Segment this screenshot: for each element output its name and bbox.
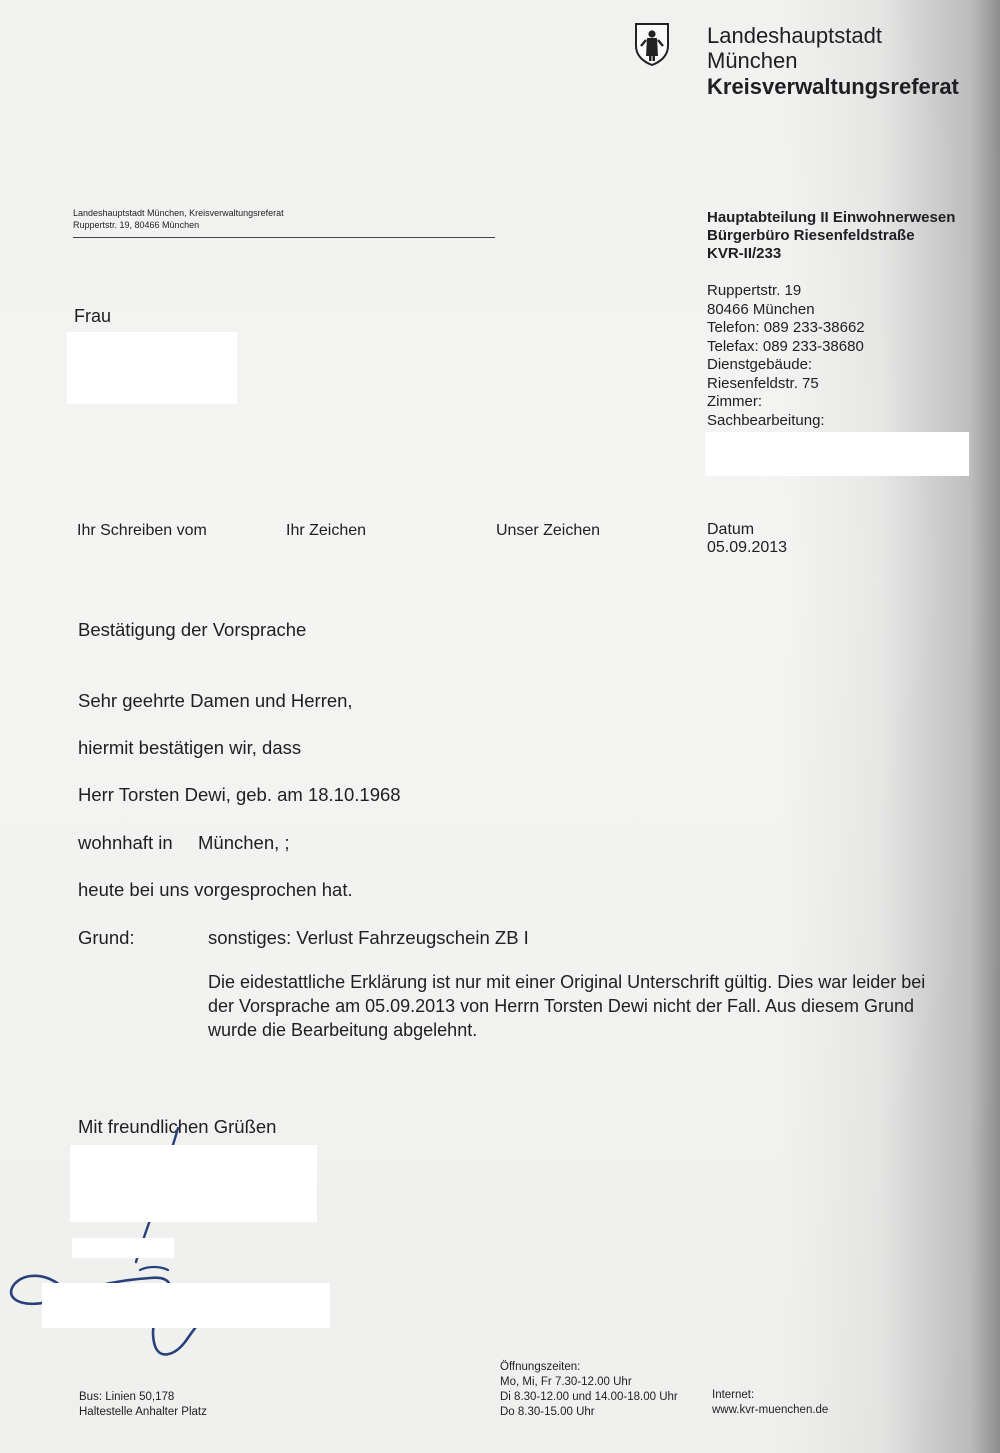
contact-city: 80466 München [707, 300, 815, 318]
contact-clerk-label: Sachbearbeitung: [707, 411, 825, 429]
footer-internet-label: Internet: [712, 1389, 755, 1401]
footer-bus-line: Bus: Linien 50,178 [79, 1391, 175, 1403]
reason-label: Grund: [78, 927, 135, 948]
footer-internet-link[interactable]: www.kvr-muenchen.de [712, 1404, 829, 1416]
footer-hours-line1: Mo, Mi, Fr 7.30-12.00 Uhr [500, 1376, 632, 1388]
department-line3: KVR-II/233 [707, 245, 782, 262]
recipient-salutation: Frau [74, 306, 112, 326]
redaction-recipient-address [67, 332, 237, 404]
redaction-signatory-title [72, 1238, 174, 1258]
contact-building-label: Dienstgebäude: [707, 356, 813, 373]
footer-internet [712, 1388, 828, 1418]
sender-return-address [73, 207, 284, 231]
footer-opening-hours [500, 1360, 678, 1420]
ref-date-label: Datum [707, 521, 755, 538]
body-confirm-line: hiermit bestätigen wir, dass [78, 737, 302, 758]
ref-your-letter-label: Ihr Schreiben vom [77, 522, 207, 539]
body-person-line: Herr Torsten Dewi, geb. am 18.10.1968 [78, 784, 401, 805]
contact-building-value: Riesenfeldstr. 75 [707, 374, 819, 392]
body-residence-label: wohnhaft in [78, 832, 173, 853]
footer-transit-info [79, 1390, 207, 1420]
footer-hours-line3: Do 8.30-15.00 Uhr [500, 1406, 595, 1418]
org-name-line2: München [707, 48, 798, 73]
sender-line2: Ruppertstr. 19, 80466 München [73, 220, 200, 230]
redaction-signatory-name [70, 1145, 317, 1222]
letter-subject: Bestätigung der Vorsprache [78, 619, 307, 640]
department-block [707, 209, 955, 263]
org-name-line1: Landeshauptstadt [707, 23, 882, 48]
contact-phone: Telefon: 089 233-38662 [707, 319, 865, 336]
contact-block [707, 282, 865, 430]
ref-our-reference-label: Unser Zeichen [496, 522, 601, 539]
redaction-signatory-extra [42, 1283, 330, 1328]
footer-hours-line2: Di 8.30-12.00 und 14.00-18.00 Uhr [500, 1391, 678, 1403]
contact-street: Ruppertstr. 19 [707, 282, 802, 299]
department-line2: Bürgerbüro Riesenfeldstraße [707, 227, 915, 244]
sender-line1: Landeshauptstadt München, Kreisverwaltungsreferat [73, 208, 284, 218]
body-visited-line: heute bei uns vorgesprochen hat. [78, 879, 353, 900]
body-residence-value: München, ; [198, 832, 290, 853]
ref-date-value: 05.09.2013 [707, 539, 788, 556]
sender-divider [73, 237, 495, 238]
ref-your-reference-label: Ihr Zeichen [286, 522, 367, 539]
munich-coat-of-arms-icon [634, 22, 670, 66]
org-name-department: Kreisverwaltungsreferat [707, 74, 959, 99]
letter-greeting: Sehr geehrte Damen und Herren, [78, 690, 353, 711]
department-line1: Hauptabteilung II Einwohnerwesen [707, 209, 956, 226]
redaction-clerk-name [705, 432, 969, 476]
letter-closing: Mit freundlichen Grüßen [78, 1116, 277, 1137]
contact-fax: Telefax: 089 233-38680 [707, 337, 864, 355]
reason-value: sonstiges: Verlust Fahrzeugschein ZB I [208, 927, 529, 948]
footer-hours-title: Öffnungszeiten: [500, 1361, 581, 1373]
footer-bus-stop: Haltestelle Anhalter Platz [79, 1406, 207, 1418]
reason-note-paragraph: Die eidestattliche Erklärung ist nur mit einer Original Unterschrift gültig. Dies war leider bei der Vorsprache am 05.09.2013 von Herrn Torsten Dewi nicht der Fall. Aus diesem Grund wurde die Bearbeitung abgelehnt. [208, 972, 926, 1040]
contact-room-label: Zimmer: [707, 393, 762, 410]
